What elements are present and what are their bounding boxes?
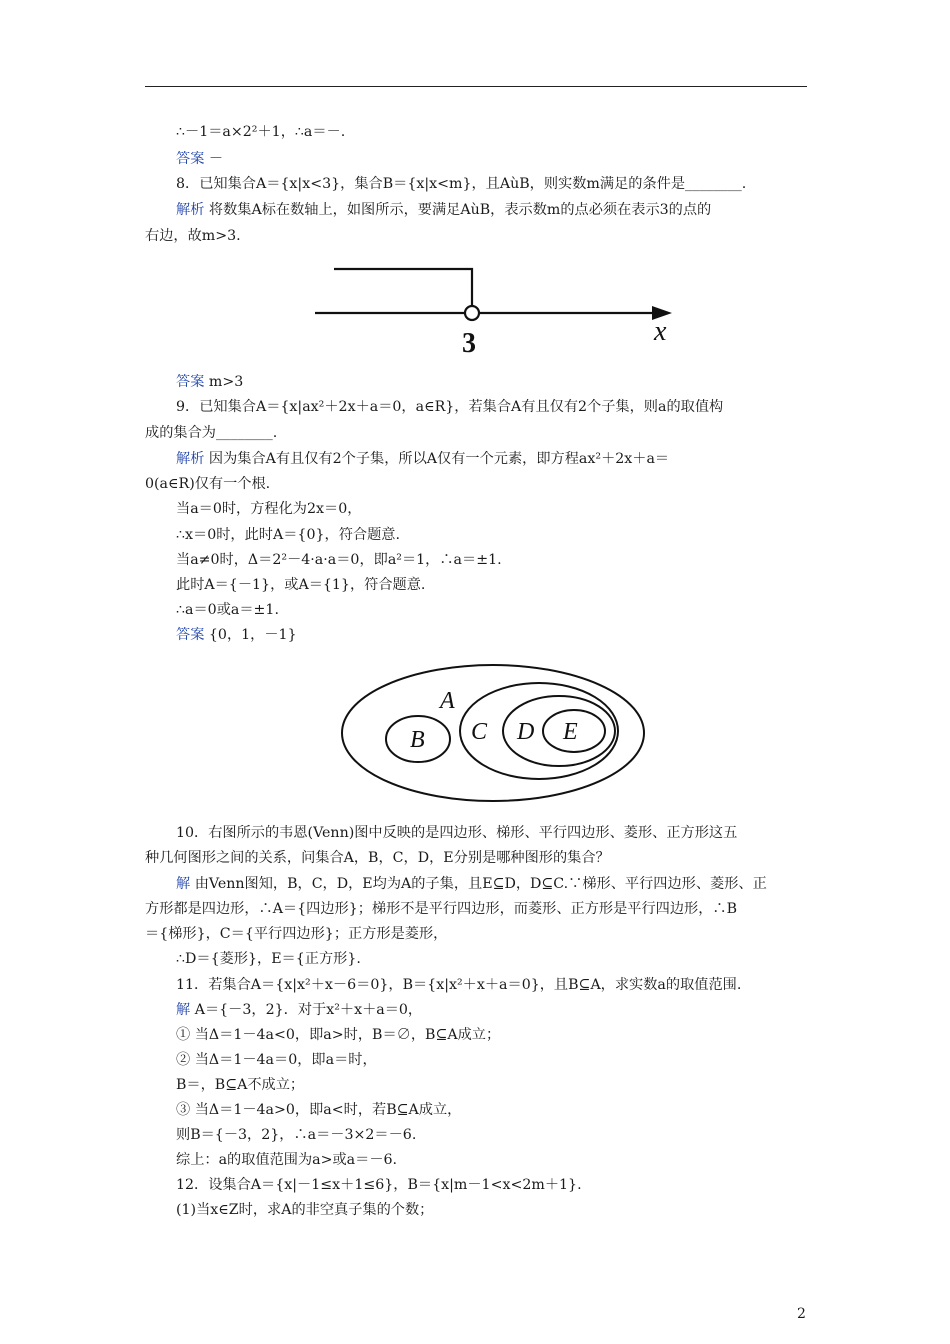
page-number: 2: [797, 1306, 806, 1322]
text-line: ① 当Δ＝1－4a<0，即a>时，B＝∅，B⊆A成立；: [176, 1027, 501, 1043]
venn-label-d: D: [517, 719, 535, 745]
text-line: (1)当x∈Z时，求A的非空真子集的个数；: [176, 1202, 434, 1218]
venn-label-b: B: [410, 727, 425, 753]
text-line: ∴D＝{菱形}，E＝{正方形}.: [176, 951, 361, 967]
venn-diagram: [340, 662, 650, 804]
header-rule: [145, 86, 807, 87]
question-12: 12．设集合A＝{x|－1≤x＋1≤6}，B＝{x|m－1<x<2m＋1}.: [176, 1177, 582, 1193]
text-line: B＝，B⊆A不成立；: [176, 1077, 305, 1093]
number-line-figure: [312, 262, 692, 362]
answer-line: 答案 m>3: [176, 374, 244, 390]
venn-label-e: E: [563, 719, 578, 745]
text-line: 综上：a的取值范围为a>或a＝－6.: [176, 1152, 398, 1168]
question-8: 8．已知集合A＝{x|x<3}，集合B＝{x|x<m}，且AùB，则实数m满足的条件是________.: [176, 176, 747, 192]
question-9: 9．已知集合A＝{x|ax²＋2x＋a＝0，a∈R}，若集合A有且仅有2个子集，则a的取值构: [176, 399, 724, 415]
text-line: 当a≠0时，Δ＝2²－4·a·a＝0，即a²＝1，∴a＝±1.: [176, 552, 502, 568]
text-line: ③ 当Δ＝1－4a>0，即a<时，若B⊆A成立，: [176, 1102, 462, 1118]
text-line: 成的集合为________.: [145, 425, 278, 441]
text-line: 种几何图形之间的关系，问集合A，B，C，D，E分别是哪种图形的集合？: [145, 850, 610, 866]
question-11: 11．若集合A＝{x|x²＋x－6＝0}，B＝{x|x²＋x＋a＝0}，且B⊆A，求实数a的取值范围.: [176, 977, 742, 993]
text-line: 方形都是四边形，∴A＝{四边形}；梯形不是平行四边形，而菱形、正方形是平行四边形，∴B: [145, 901, 738, 917]
text-line: 0(a∈R)仅有一个根.: [145, 476, 271, 492]
analysis-line: 解析 将数集A标在数轴上，如图所示，要满足AùB，表示数m的点必须在表示3的点的: [176, 202, 712, 218]
open-point: [465, 306, 479, 320]
text-line: 右边，故m>3.: [145, 228, 241, 244]
venn-label-a: A: [440, 688, 455, 714]
text-line: ② 当Δ＝1－4a＝0，即a＝时，: [176, 1052, 377, 1068]
venn-label-c: C: [471, 719, 488, 745]
text-line: ＝{梯形}，C＝{平行四边形}；正方形是菱形，: [145, 926, 448, 942]
text-line: 当a＝0时，方程化为2x＝0，: [176, 501, 362, 517]
answer-line: 答案 －: [176, 151, 224, 167]
solution-line: 解 A＝{－3，2}．对于x²＋x＋a＝0，: [176, 1002, 423, 1018]
question-10: 10．右图所示的韦恩(Venn)图中反映的是四边形、梯形、平行四边形、菱形、正方形这五: [176, 825, 738, 841]
point-label: 3: [462, 328, 476, 359]
set-a-bracket: [334, 269, 472, 305]
answer-line: 答案 {0，1，－1}: [176, 627, 297, 643]
text-line: 此时A＝{－1}，或A＝{1}，符合题意.: [176, 577, 426, 593]
text-line: ∴x＝0时，此时A＝{0}，符合题意.: [176, 527, 400, 543]
text-line: ∴－1＝a×2²＋1，∴a＝－.: [176, 124, 346, 140]
analysis-line: 解析 因为集合A有且仅有2个子集，所以A仅有一个元素，即方程ax²＋2x＋a＝: [176, 451, 670, 467]
text-line: ∴a＝0或a＝±1.: [176, 602, 279, 618]
text-line: 则B＝{－3，2}，∴a＝－3×2＝－6.: [176, 1127, 417, 1143]
axis-label: x: [654, 316, 667, 347]
solution-line: 解 由Venn图知，B，C，D，E均为A的子集，且E⊆D，D⊆C.∵梯形、平行四边形、菱形、正: [176, 876, 767, 892]
